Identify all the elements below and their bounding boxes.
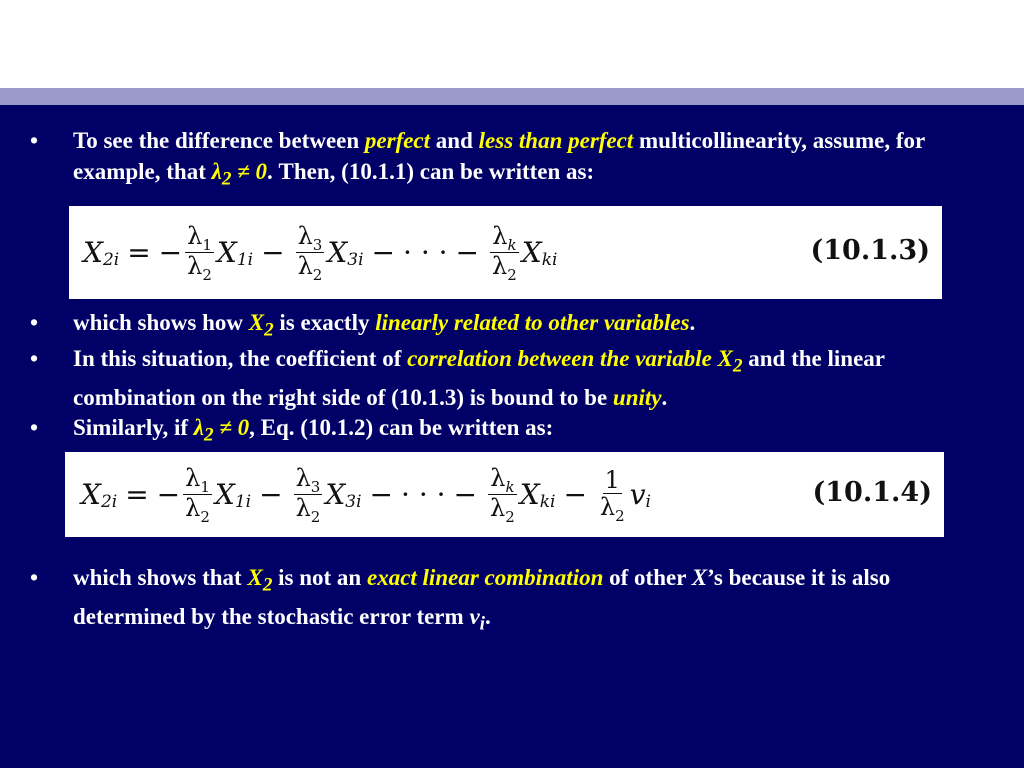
bullet-marker: • [30,346,39,371]
lambda-condition: $\lambda_2 \ne 0$ [211,159,268,190]
lambda-condition: $\lambda_2 \ne 0$ [193,415,250,446]
equation-number: (10.1.3) [810,235,930,266]
bullet-marker: • [30,128,39,153]
bullet-text: which shows how $X_2$ is exactly linearly related to other variables. [73,310,696,341]
error-term: $v_i$ [469,603,485,635]
slide-content [0,105,1024,768]
bullet-marker: • [30,415,39,440]
bullet-2 [30,307,1005,346]
bullet-text: In this situation, the coefficient of correlation between the variable $X_2$ and the linear combination on the right side of (10.1.3) is bound to be unity. [73,346,885,410]
bullet-1 [30,125,1005,195]
equation-body: X 2i = − $\frac{\lambda_1}{\lambda_2}$ X 1i − $\frac{\lambda_3}{\lambda_2}$ X 3i − · · · − $\frac{\lambda_k}{\lambda_2}$ X ki [83,222,558,284]
bullet-marker: • [30,565,39,590]
bullet-text: which shows that $X_2$ is not an exact linear combination of other X’s because it is also determined by the stochastic error term $v_i$. [73,565,891,635]
variable-x2: $X_2$ [248,310,274,341]
highlight-linearly-related: linearly related to other variables [375,310,690,335]
bullet-4 [30,412,1005,451]
equation-10-1-4 [65,452,944,537]
bullet-text: Similarly, if $\lambda_2 \ne 0$, Eq. (10.1.2) can be written as: [73,415,554,446]
header-stripe [0,88,1024,105]
slide-header-area [0,0,1024,88]
highlight-less-than-perfect: less than perfect [478,128,634,153]
bullet-5 [30,562,1005,639]
bullet-text: To see the difference between perfect and less than perfect multicollinearity, assume, for example, that $\lambda_2 \ne 0$. Then, (10.1.1) can be written as: [73,128,925,190]
highlight-correlation: correlation between the variable $X_2$ [407,346,743,377]
equation-10-1-3 [69,206,942,299]
variable-x2: $X_2$ [247,565,273,596]
bullet-marker: • [30,310,39,335]
highlight-perfect: perfect [364,128,431,153]
bullet-3 [30,343,1005,413]
equation-body: X 2i = − $\frac{\lambda_1}{\lambda_2}$ X 1i − $\frac{\lambda_3}{\lambda_2}$ X 3i − · · · − $\frac{\lambda_k}{\lambda_2}$ X ki − $\frac{1}{\lambda_2}$ v i [81,464,651,526]
variable-x: X [691,565,708,590]
equation-number: (10.1.4) [812,477,932,508]
highlight-exact-linear-combination: exact linear combination [366,565,604,590]
highlight-unity: unity [612,384,662,410]
